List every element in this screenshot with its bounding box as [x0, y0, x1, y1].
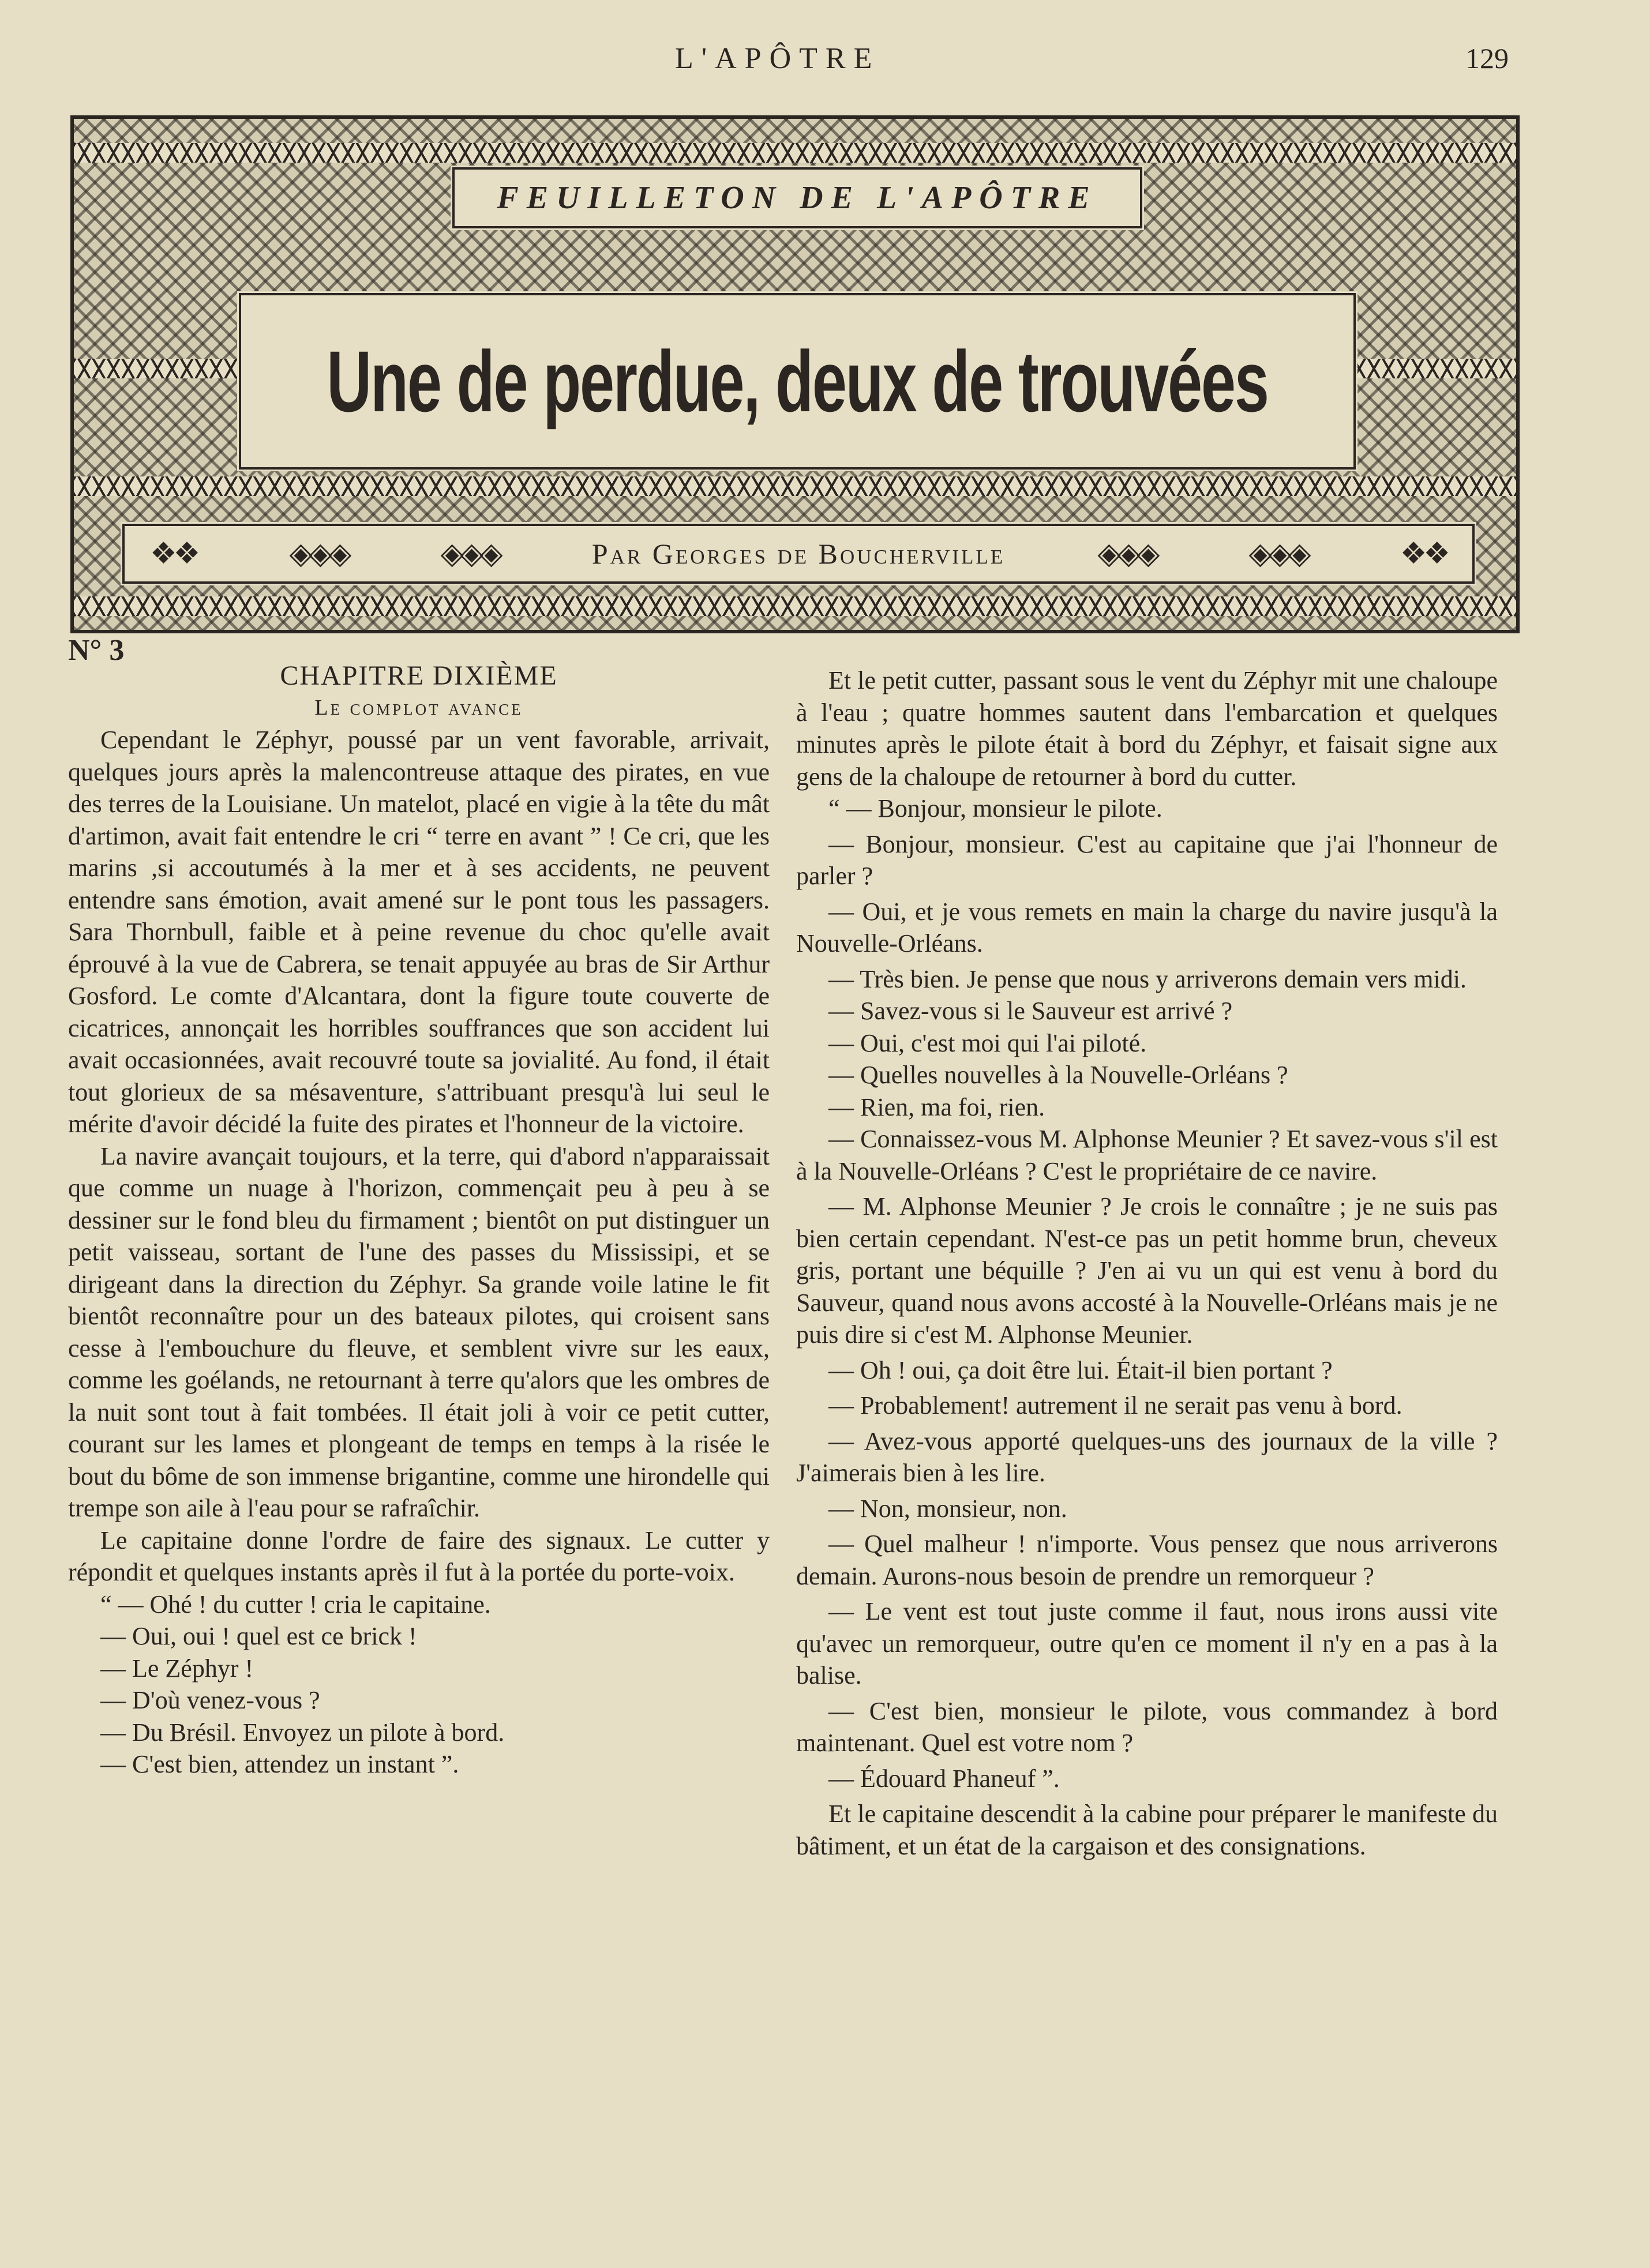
author-byline: Par Georges de Boucherville: [591, 538, 1006, 570]
paragraph: — Oui, c'est moi qui l'ai piloté.: [828, 1028, 1147, 1057]
paragraph: Le capitaine donne l'ordre de faire des signaux. Le cutter y répondit et quelques instants après il fut à la portée du porte-voix.: [68, 1526, 770, 1586]
paragraph: — Édouard Phaneuf ”.: [828, 1764, 1060, 1793]
paragraph: — M. Alphonse Meunier ? Je crois le connaître ; je ne suis pas bien certain cependant. N'est-ce pas un petit homme brun, cheveux gris, portant une béquille ? J'en ai vu un qui est venu à bord du Sauveur, quand nous avons accosté à la Nouvelle-Orléans mais je ne puis dire si c'est M. Alphonse Meunier.: [796, 1192, 1498, 1349]
paragraph: — Probablement! autrement il ne serait pas venu à bord.: [828, 1391, 1402, 1420]
paragraph: — Quelles nouvelles à la Nouvelle-Orléans ?: [828, 1061, 1288, 1089]
running-title: L'APÔTRE: [675, 42, 880, 75]
right-column: [796, 664, 1498, 1862]
issue-number: N° 3: [68, 634, 125, 667]
paragraph: — Le Zéphyr !: [100, 1654, 254, 1683]
chapter-title: CHAPITRE DIXIÈME: [280, 660, 558, 691]
paragraph: — Non, monsieur, non.: [828, 1494, 1067, 1523]
paragraph: — Du Brésil. Envoyez un pilote à bord.: [100, 1718, 505, 1747]
ornament-band: [74, 596, 1516, 616]
paragraph: “ — Ohé ! du cutter ! cria le capitaine.: [100, 1590, 491, 1619]
paragraph: — Oui, oui ! quel est ce brick !: [100, 1622, 417, 1650]
paragraph: — Savez-vous si le Sauveur est arrivé ?: [828, 997, 1233, 1025]
running-header: [0, 42, 1650, 82]
paragraph: — D'où venez-vous ?: [100, 1686, 320, 1714]
paragraph: — Connaissez-vous M. Alphonse Meunier ? Et savez-vous s'il est à la Nouvelle-Orléans ? C'est le propriétaire de ce navire.: [796, 1125, 1498, 1185]
headline-box: [239, 293, 1356, 470]
ornament-glyph: ❖❖: [150, 538, 197, 570]
paragraph: — Quel malheur ! n'importe. Vous pensez que nous arriverons demain. Aurons-nous besoin de prendre un remorqueur ?: [796, 1530, 1498, 1590]
paragraph: — Oui, et je vous remets en main la charge du navire jusqu'à la Nouvelle-Orléans.: [796, 897, 1498, 957]
paragraph: — Le vent est tout juste comme il faut, nous irons aussi vite qu'avec un remorqueur, outre qu'en ce moment il n'y en a pas à la balise.: [796, 1597, 1498, 1689]
paragraph: — C'est bien, monsieur le pilote, vous commandez à bord maintenant. Quel est votre nom ?: [796, 1696, 1498, 1757]
paragraph: — Oh ! oui, ça doit être lui. Était-il bien portant ?: [828, 1355, 1333, 1384]
paragraph: Et le petit cutter, passant sous le vent du Zéphyr mit une chaloupe à l'eau ; quatre hommes sautent dans l'embarcation et quelques minutes après le pilote était à bord du Zéphyr, et faisait signe aux gens de la chaloupe de retourner à bord du cutter.: [796, 666, 1498, 791]
paragraph: — Avez-vous apporté quelques-uns des journaux de la ville ? J'aimerais bien à les lire.: [796, 1426, 1498, 1487]
ornament-glyph: ◈◈◈: [1097, 538, 1157, 570]
paragraph: “ — Bonjour, monsieur le pilote.: [828, 794, 1162, 823]
paragraph: Et le capitaine descendit à la cabine pour préparer le manifeste du bâtiment, et un état de la cargaison et des consignations.: [796, 1800, 1498, 1860]
ornament-glyph: ◈◈◈: [440, 538, 500, 570]
paragraph: Cependant le Zéphyr, poussé par un vent favorable, arrivait, quelques jours après la malencontreuse attaque des pirates, en vue des terres de la Louisiane. Un matelot, placé en vigie à la tête du mât d'artimon, avait fait entendre le cri “ terre en avant ” ! Ce cri, que les marins ,si accoutumés à la mer et à ses accidents, ne peuvent entendre sans émotion, avait amené sur le pont tous les passagers. Sara Thornbull, faible et à peine revenue du choc qu'elle avait éprouvé à la vue de Cabrera, se tenait appuyée au bras de Sir Arthur Gosford. Le comte d'Alcantara, dont la figure toute couverte de cicatrices, annonçait les horribles souffrances que son accident lui avait occasionnées, avait recouvré toute sa jovialité. Au fond, il était tout glorieux de sa mésaventure, s'attribuant presqu'à lui seul le mérite d'avoir décidé la fuite des pirates et l'honneur de la victoire.: [68, 726, 770, 1138]
story-title: Une de perdue, deux de trouvées: [327, 332, 1268, 430]
paragraph: — Bonjour, monsieur. C'est au capitaine que j'ai l'honneur de parler ?: [796, 829, 1498, 890]
feuilleton-label-box: [452, 167, 1142, 228]
paragraph: La navire avançait toujours, et la terre, qui d'abord n'apparaissait que comme un nuage à l'horizon, commençait peu à peu à se dessiner sur le fond bleu du firmament ; bientôt on put distinguer un petit vaisseau, sortant de l'une des passes du Mississipi, et se dirigeant dans la direction du Zéphyr. Sa grande voile latine le fit bientôt reconnaître pour un des bateaux pilotes, qui croisent sans cesse à l'embouchure du fleuve, et semblent vivre sur les eaux, comme les goélands, ne retournant à terre qu'alors que les ombres de la nuit sont tout à fait tombées. Il était joli à voir ce petit cutter, courant sur les lames et plongeant de temps en temps à la risée le bout du bôme de son immense brigantine, comme une hirondelle qui trempe son aile à l'eau pour se rafraîchir.: [68, 1141, 770, 1522]
page-number: 129: [1465, 42, 1509, 74]
left-column: [68, 660, 770, 1781]
ornament-glyph: ◈◈◈: [1248, 538, 1308, 570]
feuilleton-banner: [70, 115, 1520, 633]
ornament-band: [74, 143, 1516, 163]
paragraph: — Rien, ma foi, rien.: [828, 1092, 1045, 1121]
byline-box: [122, 524, 1475, 584]
ornament-band: [74, 476, 1516, 496]
chapter-subtitle: Le complot avance: [314, 695, 523, 720]
ornament-glyph: ◈◈◈: [289, 538, 348, 570]
ornament-glyph: ❖❖: [1400, 538, 1447, 570]
paragraph: — C'est bien, attendez un instant ”.: [100, 1750, 459, 1778]
paragraph: — Très bien. Je pense que nous y arriverons demain vers midi.: [828, 964, 1467, 993]
feuilleton-label: FEUILLETON DE L'APÔTRE: [497, 180, 1098, 216]
